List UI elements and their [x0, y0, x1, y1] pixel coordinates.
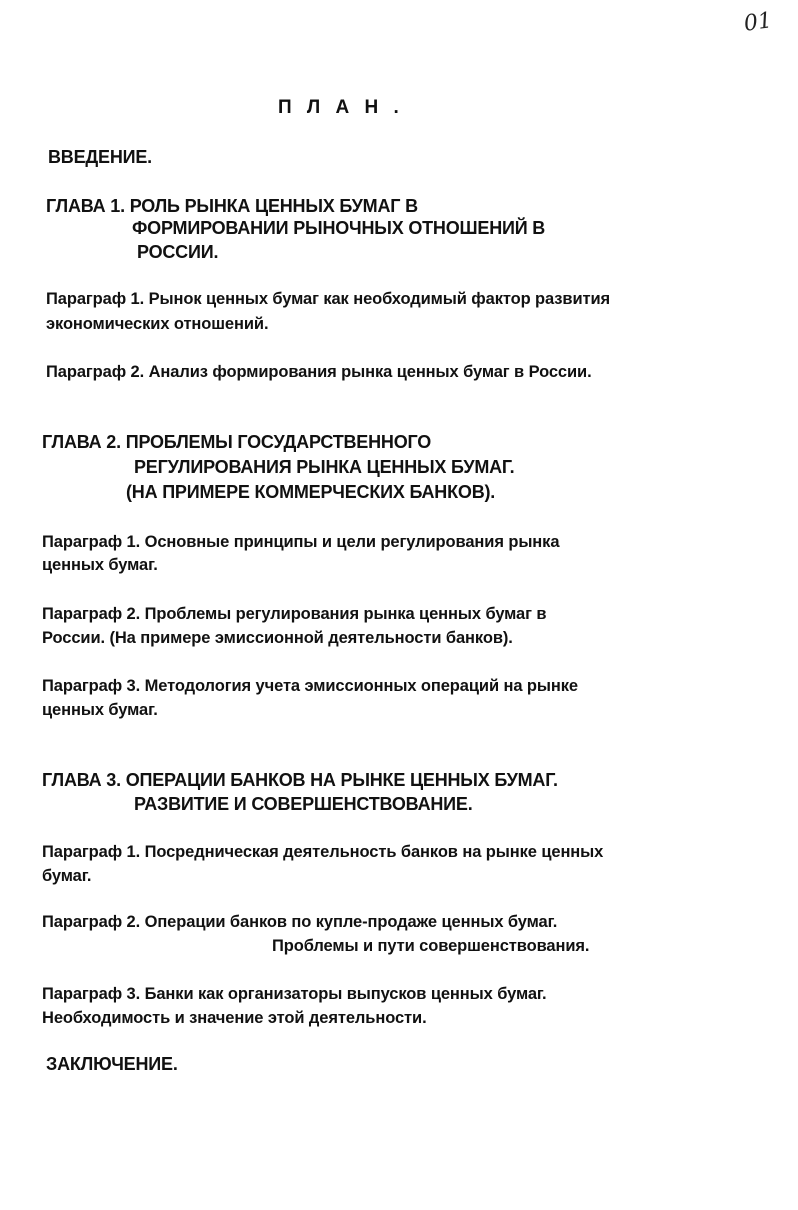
- chapter-2-title-line-1: ГЛАВА 2. ПРОБЛЕМЫ ГОСУДАРСТВЕННОГО: [42, 432, 432, 452]
- chapter-3-paragraph-3-line-1: Параграф 3. Банки как организаторы выпусков ценных бумаг.: [42, 985, 547, 1003]
- page-title: П Л А Н .: [278, 97, 404, 118]
- chapter-3-paragraph-3-line-2: Необходимость и значение этой деятельности.: [42, 1009, 427, 1027]
- chapter-2-paragraph-3-line-1: Параграф 3. Методология учета эмиссионных операций на рынке: [42, 677, 578, 695]
- chapter-2-paragraph-1-line-2: ценных бумаг.: [42, 556, 158, 574]
- chapter-1-paragraph-1-line-1: Параграф 1. Рынок ценных бумаг как необходимый фактор развития: [46, 290, 611, 308]
- chapter-1-paragraph-1-line-2: экономических отношений.: [46, 315, 269, 333]
- chapter-2-title-line-2: РЕГУЛИРОВАНИЯ РЫНКА ЦЕННЫХ БУМАГ.: [134, 457, 515, 477]
- chapter-2-paragraph-1-line-1: Параграф 1. Основные принципы и цели регулирования рынка: [42, 533, 560, 551]
- chapter-3-title-line-2: РАЗВИТИЕ И СОВЕРШЕНСТВОВАНИЕ.: [134, 794, 473, 814]
- chapter-3-title-line-1: ГЛАВА 3. ОПЕРАЦИИ БАНКОВ НА РЫНКЕ ЦЕННЫХ БУМАГ.: [42, 770, 558, 790]
- chapter-2-paragraph-2-line-1: Параграф 2. Проблемы регулирования рынка ценных бумаг в: [42, 605, 547, 623]
- chapter-1-title-line-3: РОССИИ.: [137, 242, 219, 262]
- chapter-2-paragraph-2-line-2: России. (На примере эмиссионной деятельности банков).: [42, 629, 513, 647]
- chapter-1-paragraph-2: Параграф 2. Анализ формирования рынка ценных бумаг в России.: [46, 363, 592, 381]
- chapter-3-paragraph-2-line-2: Проблемы и пути совершенствования.: [272, 937, 590, 955]
- chapter-1-title-line-2: ФОРМИРОВАНИИ РЫНОЧНЫХ ОТНОШЕНИЙ В: [132, 218, 546, 238]
- introduction-heading: ВВЕДЕНИЕ.: [48, 147, 152, 167]
- conclusion-heading: ЗАКЛЮЧЕНИЕ.: [46, 1054, 178, 1074]
- chapter-2-paragraph-3-line-2: ценных бумаг.: [42, 701, 158, 719]
- chapter-3-paragraph-1-line-1: Параграф 1. Посредническая деятельность банков на рынке ценных: [42, 843, 604, 861]
- chapter-2-title-line-3: (НА ПРИМЕРЕ КОММЕРЧЕСКИХ БАНКОВ).: [126, 482, 496, 502]
- chapter-3-paragraph-2-line-1: Параграф 2. Операции банков по купле-продаже ценных бумаг.: [42, 913, 558, 931]
- chapter-3-paragraph-1-line-2: бумаг.: [42, 867, 92, 885]
- page-number: 01: [742, 8, 774, 37]
- chapter-1-title-line-1: ГЛАВА 1. РОЛЬ РЫНКА ЦЕННЫХ БУМАГ В: [46, 196, 418, 216]
